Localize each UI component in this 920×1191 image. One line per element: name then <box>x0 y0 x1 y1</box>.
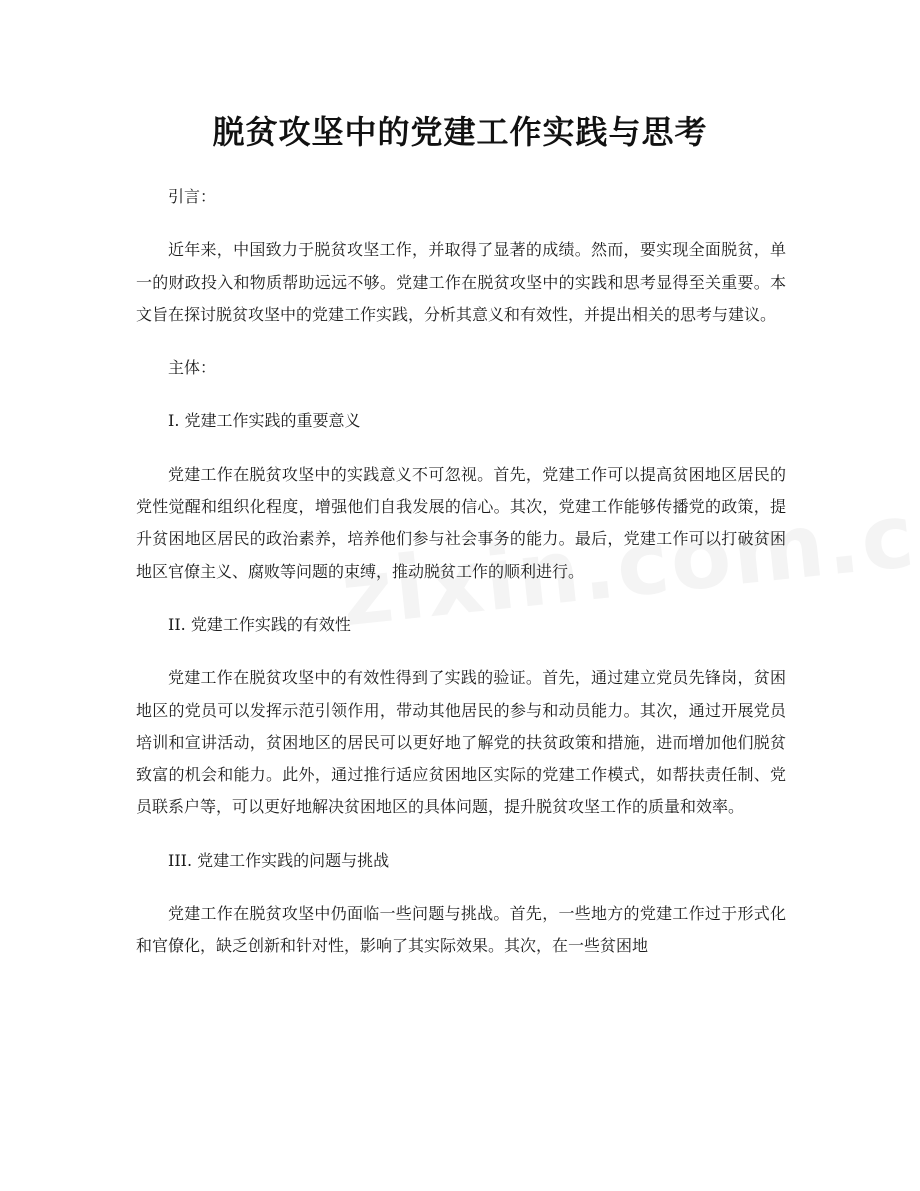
section-1-heading: I. 党建工作实践的重要意义 <box>168 411 361 431</box>
document-body <box>136 181 786 963</box>
section-3-heading: III. 党建工作实践的问题与挑战 <box>168 850 390 870</box>
section-3-paragraph: 党建工作在脱贫攻坚中仍面临一些问题与挑战。首先，一些地方的党建工作过于形式化和官僚化，缺乏创新和针对性，影响了其实际效果。其次，在一些贫困地 <box>136 904 786 956</box>
intro-heading: 引言： <box>168 187 217 206</box>
document-title: 脱贫攻坚中的党建工作实践与思考 <box>212 113 708 151</box>
section-2-paragraph: 党建工作在脱贫攻坚中的有效性得到了实践的验证。首先，通过建立党员先锋岗，贫困地区的党员可以发挥示范引领作用，带动其他居民的参与和动员能力。其次，通过开展党员培训和宣讲活动，贫困地区的居民可以更好地了解党的扶贫政策和措施，进而增加他们脱贫致富的机会和能力。此外，通过推行适应贫困地区实际的党建工作模式，如帮扶责任制、党员联系户等，可以更好地解决贫困地区的具体问题，提升脱贫攻坚工作的质量和效率。 <box>136 668 786 817</box>
section-2-heading: II. 党建工作实践的有效性 <box>168 614 351 634</box>
intro-paragraph: 近年来，中国致力于脱贫攻坚工作，并取得了显著的成绩。然而，要实现全面脱贫，单一的财政投入和物质帮助远远不够。党建工作在脱贫攻坚中的实践和思考显得至关重要。本文旨在探讨脱贫攻坚中的党建工作实践，分析其意义和有效性，并提出相关的思考与建议。 <box>136 240 786 324</box>
section-1-paragraph: 党建工作在脱贫攻坚中的实践意义不可忽视。首先，党建工作可以提高贫困地区居民的党性觉醒和组织化程度，增强他们自我发展的信心。其次，党建工作能够传播党的政策，提升贫困地区居民的政治素养，培养他们参与社会事务的能力。最后，党建工作可以打破贫困地区官僚主义、腐败等问题的束缚，推动脱贫工作的顺利进行。 <box>136 464 786 581</box>
body-heading: 主体： <box>168 358 217 378</box>
